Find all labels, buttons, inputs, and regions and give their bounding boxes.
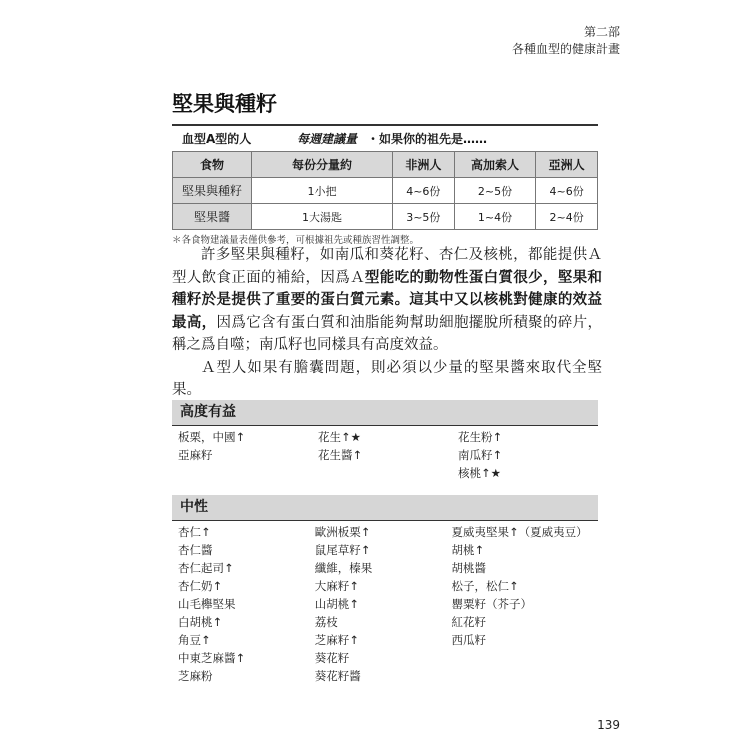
list-item: 中東芝麻醬↑ [178, 651, 246, 665]
list-column [458, 428, 598, 482]
list-item: 葵花籽醬 [314, 669, 361, 683]
table-row [173, 178, 598, 204]
list-heading: 高度有益 [172, 400, 598, 425]
weekly-amount-label: 每週建議量 [297, 132, 358, 146]
list-item: 松子，松仁↑ [451, 579, 519, 593]
ancestor-label: ・如果你的祖先是…… [367, 132, 488, 146]
list-column [178, 428, 318, 482]
list-item: 角豆↑ [178, 633, 211, 647]
blood-type-label: 血型A型的人 [182, 132, 252, 146]
intake-table [172, 124, 598, 230]
list-column [315, 523, 452, 685]
table-cell: 1大湯匙 [252, 204, 393, 230]
table-cell: 4~6份 [536, 178, 598, 204]
list-item: 板栗，中國↑ [178, 430, 246, 444]
list-item: 芝麻粉 [178, 669, 213, 683]
intake-table-header [172, 124, 598, 151]
list-item: 花生醬↑ [318, 448, 363, 462]
list-item: 大麻籽↑ [314, 579, 359, 593]
list-item: 夏威夷堅果↑（夏威夷豆） [451, 525, 588, 539]
list-item: 南瓜籽↑ [458, 448, 503, 462]
paragraph: Ａ型人如果有膽囊問題，則必須以少量的堅果醬來取代全堅果。 [172, 359, 602, 398]
bold-text: 型能吃的動物性蛋白質很少，堅果和種籽於是提供了重要的蛋白質元素。這其中又以核桃對健康的效益最高， [172, 268, 603, 331]
column-header: 亞洲人 [536, 152, 598, 178]
list-item: 荔枝 [314, 615, 338, 629]
list-item: 花生粉↑ [458, 430, 503, 444]
list-item: 花生↑★ [318, 430, 361, 444]
intake-grid [172, 151, 598, 230]
table-cell: 1~4份 [454, 204, 536, 230]
list-item: 杏仁奶↑ [178, 579, 223, 593]
list-heading: 中性 [172, 495, 598, 520]
list-item: 亞麻籽 [178, 448, 213, 462]
list-item: 紅花籽 [451, 615, 486, 629]
table-cell: 4~6份 [393, 178, 455, 204]
table-cell: 2~5份 [454, 178, 536, 204]
header-section: 各種血型的健康計畫 [511, 42, 620, 56]
list-item: 西瓜籽 [451, 633, 486, 647]
page-number: 139 [597, 718, 620, 732]
table-cell: 堅果醬 [173, 204, 252, 230]
list-item: 杏仁↑ [178, 525, 211, 539]
column-header: 每份分量約 [252, 152, 393, 178]
table-cell: 1小把 [252, 178, 393, 204]
footnote: ＊各食物建議量表僅供參考，可根據祖先或種族習性調整。 [172, 235, 420, 246]
list-item: 杏仁起司↑ [178, 561, 234, 575]
column-header: 非洲人 [393, 152, 455, 178]
list-item: 胡桃醬 [451, 561, 486, 575]
column-header: 食物 [173, 152, 252, 178]
list-item: 罌粟籽（芥子） [451, 597, 532, 611]
paragraph-text: 因爲它含有蛋白質和油脂能夠幫助細胞擺脫所積聚的碎片，稱之爲自噬；南瓜籽也同樣具有高度效益。 [172, 314, 603, 353]
table-cell: 堅果與種籽 [173, 178, 252, 204]
table-cell: 2~4份 [536, 204, 598, 230]
list-column [452, 523, 599, 685]
header-part: 第二部 [583, 25, 620, 39]
table-header-row [173, 152, 598, 178]
section-title: 堅果與種籽 [172, 92, 277, 116]
paragraph [172, 244, 602, 357]
list-item: 胡桃↑ [451, 543, 485, 557]
list-item: 杏仁醬 [178, 543, 213, 557]
list-column [178, 523, 315, 685]
list-item: 山胡桃↑ [314, 597, 359, 611]
list-item: 歐洲板栗↑ [314, 525, 371, 539]
running-header [512, 24, 620, 58]
list-column [318, 428, 458, 482]
list-item: 鼠尾草籽↑ [314, 543, 371, 557]
list-item: 山毛櫸堅果 [178, 597, 236, 611]
paragraph-text: 許多堅果與種籽，如南瓜和葵花籽、杏仁及核桃，都能提供Ａ型人飲食正面的補給，因爲Ａ [172, 247, 602, 286]
highly-beneficial-list [172, 400, 598, 482]
body-text [172, 244, 602, 402]
list-item: 白胡桃↑ [178, 615, 223, 629]
list-item: 葵花籽 [314, 651, 350, 665]
table-row [173, 204, 598, 230]
neutral-list [172, 495, 598, 685]
table-cell: 3~5份 [393, 204, 455, 230]
column-header: 高加索人 [454, 152, 536, 178]
list-item: 纖維，榛果 [314, 561, 373, 575]
list-item: 芝麻籽↑ [314, 633, 359, 647]
list-item: 核桃↑★ [458, 466, 501, 480]
